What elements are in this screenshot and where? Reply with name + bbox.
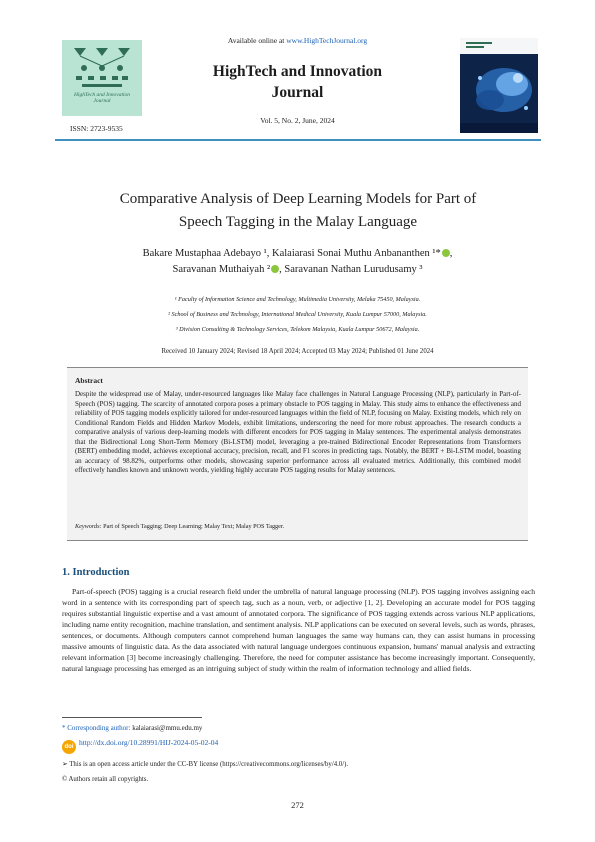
cover-artwork [460,38,538,133]
author-line1: Bakare Mustaphaa Adebayo ¹, Kalaiarasi Sonai Muthu Anbananthen ¹* , [142,248,453,259]
journal-logo-graphic [70,44,134,90]
keywords [75,523,284,530]
journal-title-line1: HighTech and Innovation [212,63,383,80]
footnote-divider [62,717,202,718]
availability-prefix: Available online at [227,36,287,45]
doi-icon: doi [62,740,76,754]
copyright-note: © Authors retain all copyrights. [62,776,149,783]
logo-text-line1: HighTech and Innovation [73,92,130,98]
paper-title-line1: Comparative Analysis of Deep Learning Models for Part of [119,191,477,207]
affiliation-1: ¹ Faculty of Information Science and Technology, Multimedia University, Melaka 75450, Malaysia. [174,296,421,303]
affiliation-2: ² School of Business and Technology, International Medical University, Kuala Lumpur 57000, Malaysia. [168,310,427,318]
introduction-paragraph: Part-of-speech (POS) tagging is a crucial research field under the umbrella of natural language processing (NLP). POS tagging involves assigning each word in a sentence with its corresponding part of speech tag, such as a noun, verb, or adjective [1, 2]. Developing an accurate model for POS tagging requires substantial linguistic expertise and a vast amount of annotated corpora. The significance of POS tagging extends across various NLP applications, including name entity recognition, machine translation, and sentiment analysis. NLP applications can be executed on several levels, such as words, phrases, sentences, or documents. Although computers cannot comprehend human languages the same way humans can, they can assist humans in processing massive amounts of linguistic data. As the data associated with natural language undergoes continuous expansion, humans' manual analysis and extracting relevant information [3] become increasingly challenging. Therefore, the need for computer assistance has become increasingly important. Consequently, natural language processing has emerged as an intriguing subject of study within the realm of information technology and allied fields. [62,587,535,673]
authors-text-1: Bakare Mustaphaa Adebayo ¹, Kalaiarasi Sonai Muthu Anbananthen ¹* [142,248,441,259]
corresponding-author-email[interactable]: kalaiarasi@mmu.edu.my [130,724,203,732]
logo-text-line2: Journal [93,98,111,105]
doi-link[interactable]: http://dx.doi.org/10.28991/HIJ-2024-05-02-04 [79,738,219,747]
journal-logo [62,40,142,116]
journal-cover-image [460,38,538,133]
corresponding-author-label: * Corresponding author: [62,724,131,732]
orcid-icon[interactable] [442,249,450,257]
page-number: 272 [291,800,304,810]
abstract-text: Despite the widespread use of Malay, under-resourced languages like Malay face challenges in Natural Language Processing (NLP), particularly in Part-of-Speech (POS) tagging. The scarcity of annotated corpora poses a primary obstacle to POS tagging in Malay. This study aims to enhance the effectiveness and reliability of POS tagging models explicitly tailored for under-resourced languages within the field of NLP, focusing on Malay. Existing models, which rely on Conditional Random Fields and Hidden Markov Models, exhibit limitations, underscoring the need for more robust approaches. The research conducts a comparative analysis of various deep-learning models with different encoders for POS tagging in Malay sentences. The experimental analysis demonstrates that the Bidirectional Long Short-Term Memory (Bi-LSTM) model, leveraging a pre-trained Bidirectional Encoder Representations from Transformers (BERT) embedding model, achieves exceptional accuracy, precision, recall, and F1 scores in predicting tags. Notably, the BERT + Bi-LSTM model, boasting an accuracy of 98.82%, outperforms other models, showcasing superior performance across all evaluated metrics. Additionally, this combined model effectively handles known and unknown words, yielding highly accurate POS tagging results for Malay sentences. [75,390,521,475]
abstract-box [67,367,528,541]
journal-logo-text [62,92,142,105]
journal-url-link[interactable]: www.HighTechJournal.org [286,36,368,45]
authors-text-2a: Saravanan Muthaiyah ² [172,264,271,276]
corresponding-author [62,724,202,732]
paper-title-line2: Speech Tagging in the Malay Language [178,213,418,230]
publication-dates: Received 10 January 2024; Revised 18 April 2024; Accepted 03 May 2024; Published 01 June 2024 [161,348,434,355]
abstract-heading: Abstract [75,376,103,385]
section-heading-introduction: 1. Introduction [62,567,130,578]
volume-info: Vol. 5, No. 2, June, 2024 [260,116,335,125]
keywords-label: Keywords: [75,523,102,530]
journal-title [170,62,425,104]
author-line2 [70,262,525,278]
issn-label: ISSN: 2723-9535 [70,124,123,133]
paper-title [80,188,516,233]
affiliation-3: ³ Division Consulting & Technology Services, Telekom Malaysia, Kuala Lumpur 50672, Malaysia. [175,325,420,333]
author-list [70,246,525,279]
affiliations [40,293,555,338]
doi-line [62,738,218,754]
authors-text-2b: , Saravanan Nathan Lurudusamy ³ [279,264,423,276]
license-note: ➢ This is an open access article under the CC-BY license (https://creativecommons.org/licenses/by/4.0/). [62,761,349,768]
keywords-list: Part of Speech Tagging; Deep Learning; Malay Text; Malay POS Tagger. [101,523,285,530]
orcid-icon[interactable] [271,265,279,273]
journal-title-line2: Journal [271,83,324,101]
header-divider [55,139,541,141]
